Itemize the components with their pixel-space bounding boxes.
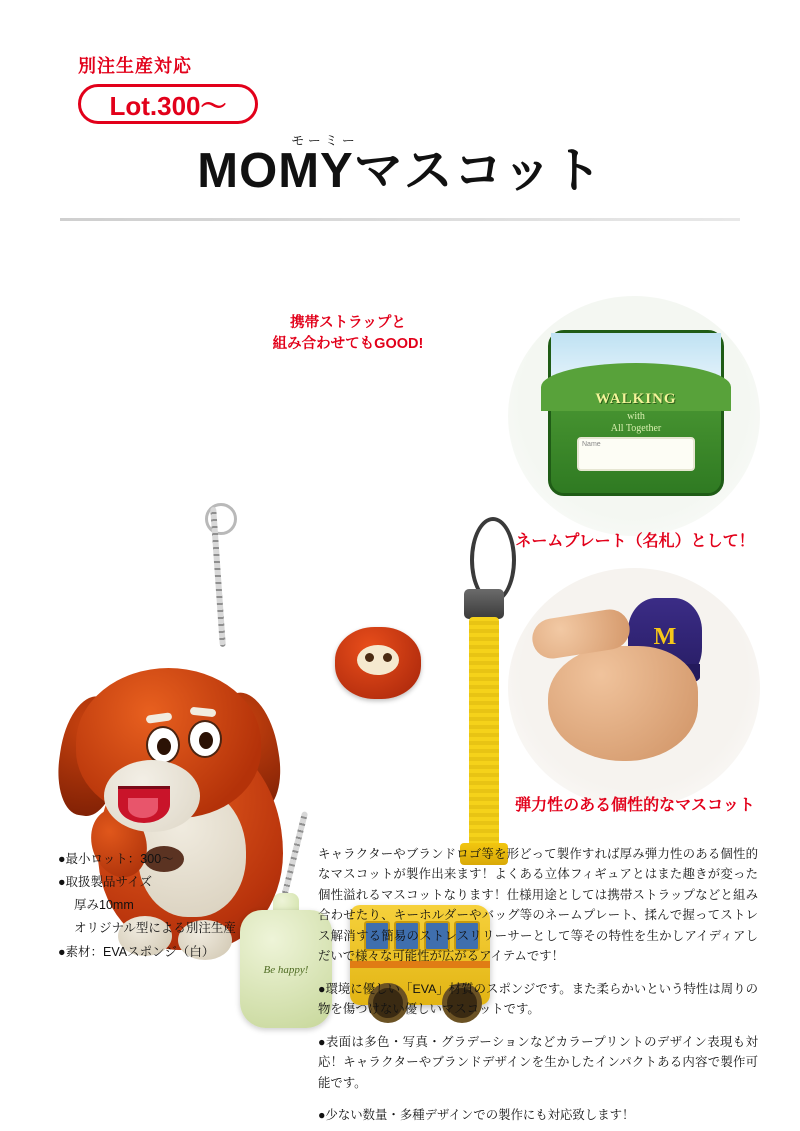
- lot-badge: Lot.300〜: [78, 84, 258, 124]
- body-copy: [318, 844, 758, 1126]
- nameplate-card: [548, 330, 724, 496]
- page-title: MOMYマスコット: [197, 144, 603, 198]
- spec-thickness: 厚み10mm: [74, 898, 134, 913]
- dog-eye-left: [146, 726, 180, 764]
- crab-eye-right: [383, 653, 392, 662]
- caption-elastic: 弾力性のある個性的なマスコット: [515, 797, 755, 814]
- crab-face: [357, 645, 399, 675]
- spec-material: ●素材：EVAスポンジ（白）: [58, 944, 215, 959]
- lot-block: [78, 52, 278, 124]
- body-paragraph-3: ●表面は多色・写真・グラデーションなどカラープリントのデザイン表現も対応！キャラクターやブランドデザインを生かしたインパクトある内容で製作可能です。: [318, 1034, 758, 1090]
- spec-size-label: ●取扱製品サイズ: [58, 875, 153, 890]
- callout-strap-line1: 携帯ストラップと: [290, 315, 406, 331]
- nameplate-sub2: All Together: [610, 423, 662, 434]
- crab-eye-left: [365, 653, 374, 662]
- spec-min-lot: ●最小ロット：300〜: [58, 852, 174, 866]
- spec-custom-order: オリジナル型による別注生産: [74, 921, 236, 936]
- dog-tongue: [128, 798, 158, 818]
- strap-head: [464, 589, 504, 619]
- dog-pupil-right: [199, 732, 213, 749]
- dog-head: [76, 668, 261, 818]
- m-badge-letter: M: [653, 624, 677, 650]
- lot-title: 別注生産対応: [78, 56, 192, 76]
- dog-eye-right: [188, 720, 222, 758]
- photo-nameplate: [508, 296, 760, 536]
- dog-eyebrow-right: [190, 707, 217, 718]
- nameplate-sub1: with: [627, 411, 645, 422]
- body-paragraph-4: ●少ない数量・多種デザインでの製作にも対応致します！: [318, 1108, 635, 1123]
- nameplate-name-field: Name: [577, 437, 695, 471]
- title-ruby: モーミー: [291, 133, 359, 148]
- dog-eyebrow-left: [146, 712, 173, 724]
- title-divider: [60, 218, 740, 221]
- crab-charm: [335, 627, 421, 699]
- nameplate-title: WALKING: [595, 391, 677, 407]
- dog-pupil-left: [157, 738, 171, 755]
- title-wrap: [0, 130, 800, 199]
- spec-list: [58, 848, 308, 964]
- callout-strap: [258, 313, 438, 355]
- body-paragraph-1: キャラクターやブランドロゴ等を形どって製作すれば厚み弾力性のある個性的なマスコットが製作出来ます！よくある立体フィギュアとはまた趣きが変った個性溢れるマスコットなります！仕様用途としては携帯ストラップなどと組み合わせたり、キーホルダーやバッグ等のネームプレート、揉んで握ってストレス解消する簡易のストレスリリーサーとして等その特性を生かしアイディアしだいで様々な可能性が広がるアイテムです！: [318, 847, 758, 964]
- callout-strap-line2: 組み合わせてもGOOD!: [272, 336, 424, 353]
- photo-elastic-hand: [508, 568, 760, 808]
- bottle-charm-text: Be happy!: [263, 964, 309, 976]
- caption-nameplate: ネームプレート（名札）として！: [515, 533, 755, 550]
- hand-illustration: [548, 646, 698, 761]
- body-paragraph-2: ●環境に優しい「EVA」材質のスポンジです。また柔らかいという特性は周りの物を傷つけない優しいマスコットです。: [318, 981, 758, 1017]
